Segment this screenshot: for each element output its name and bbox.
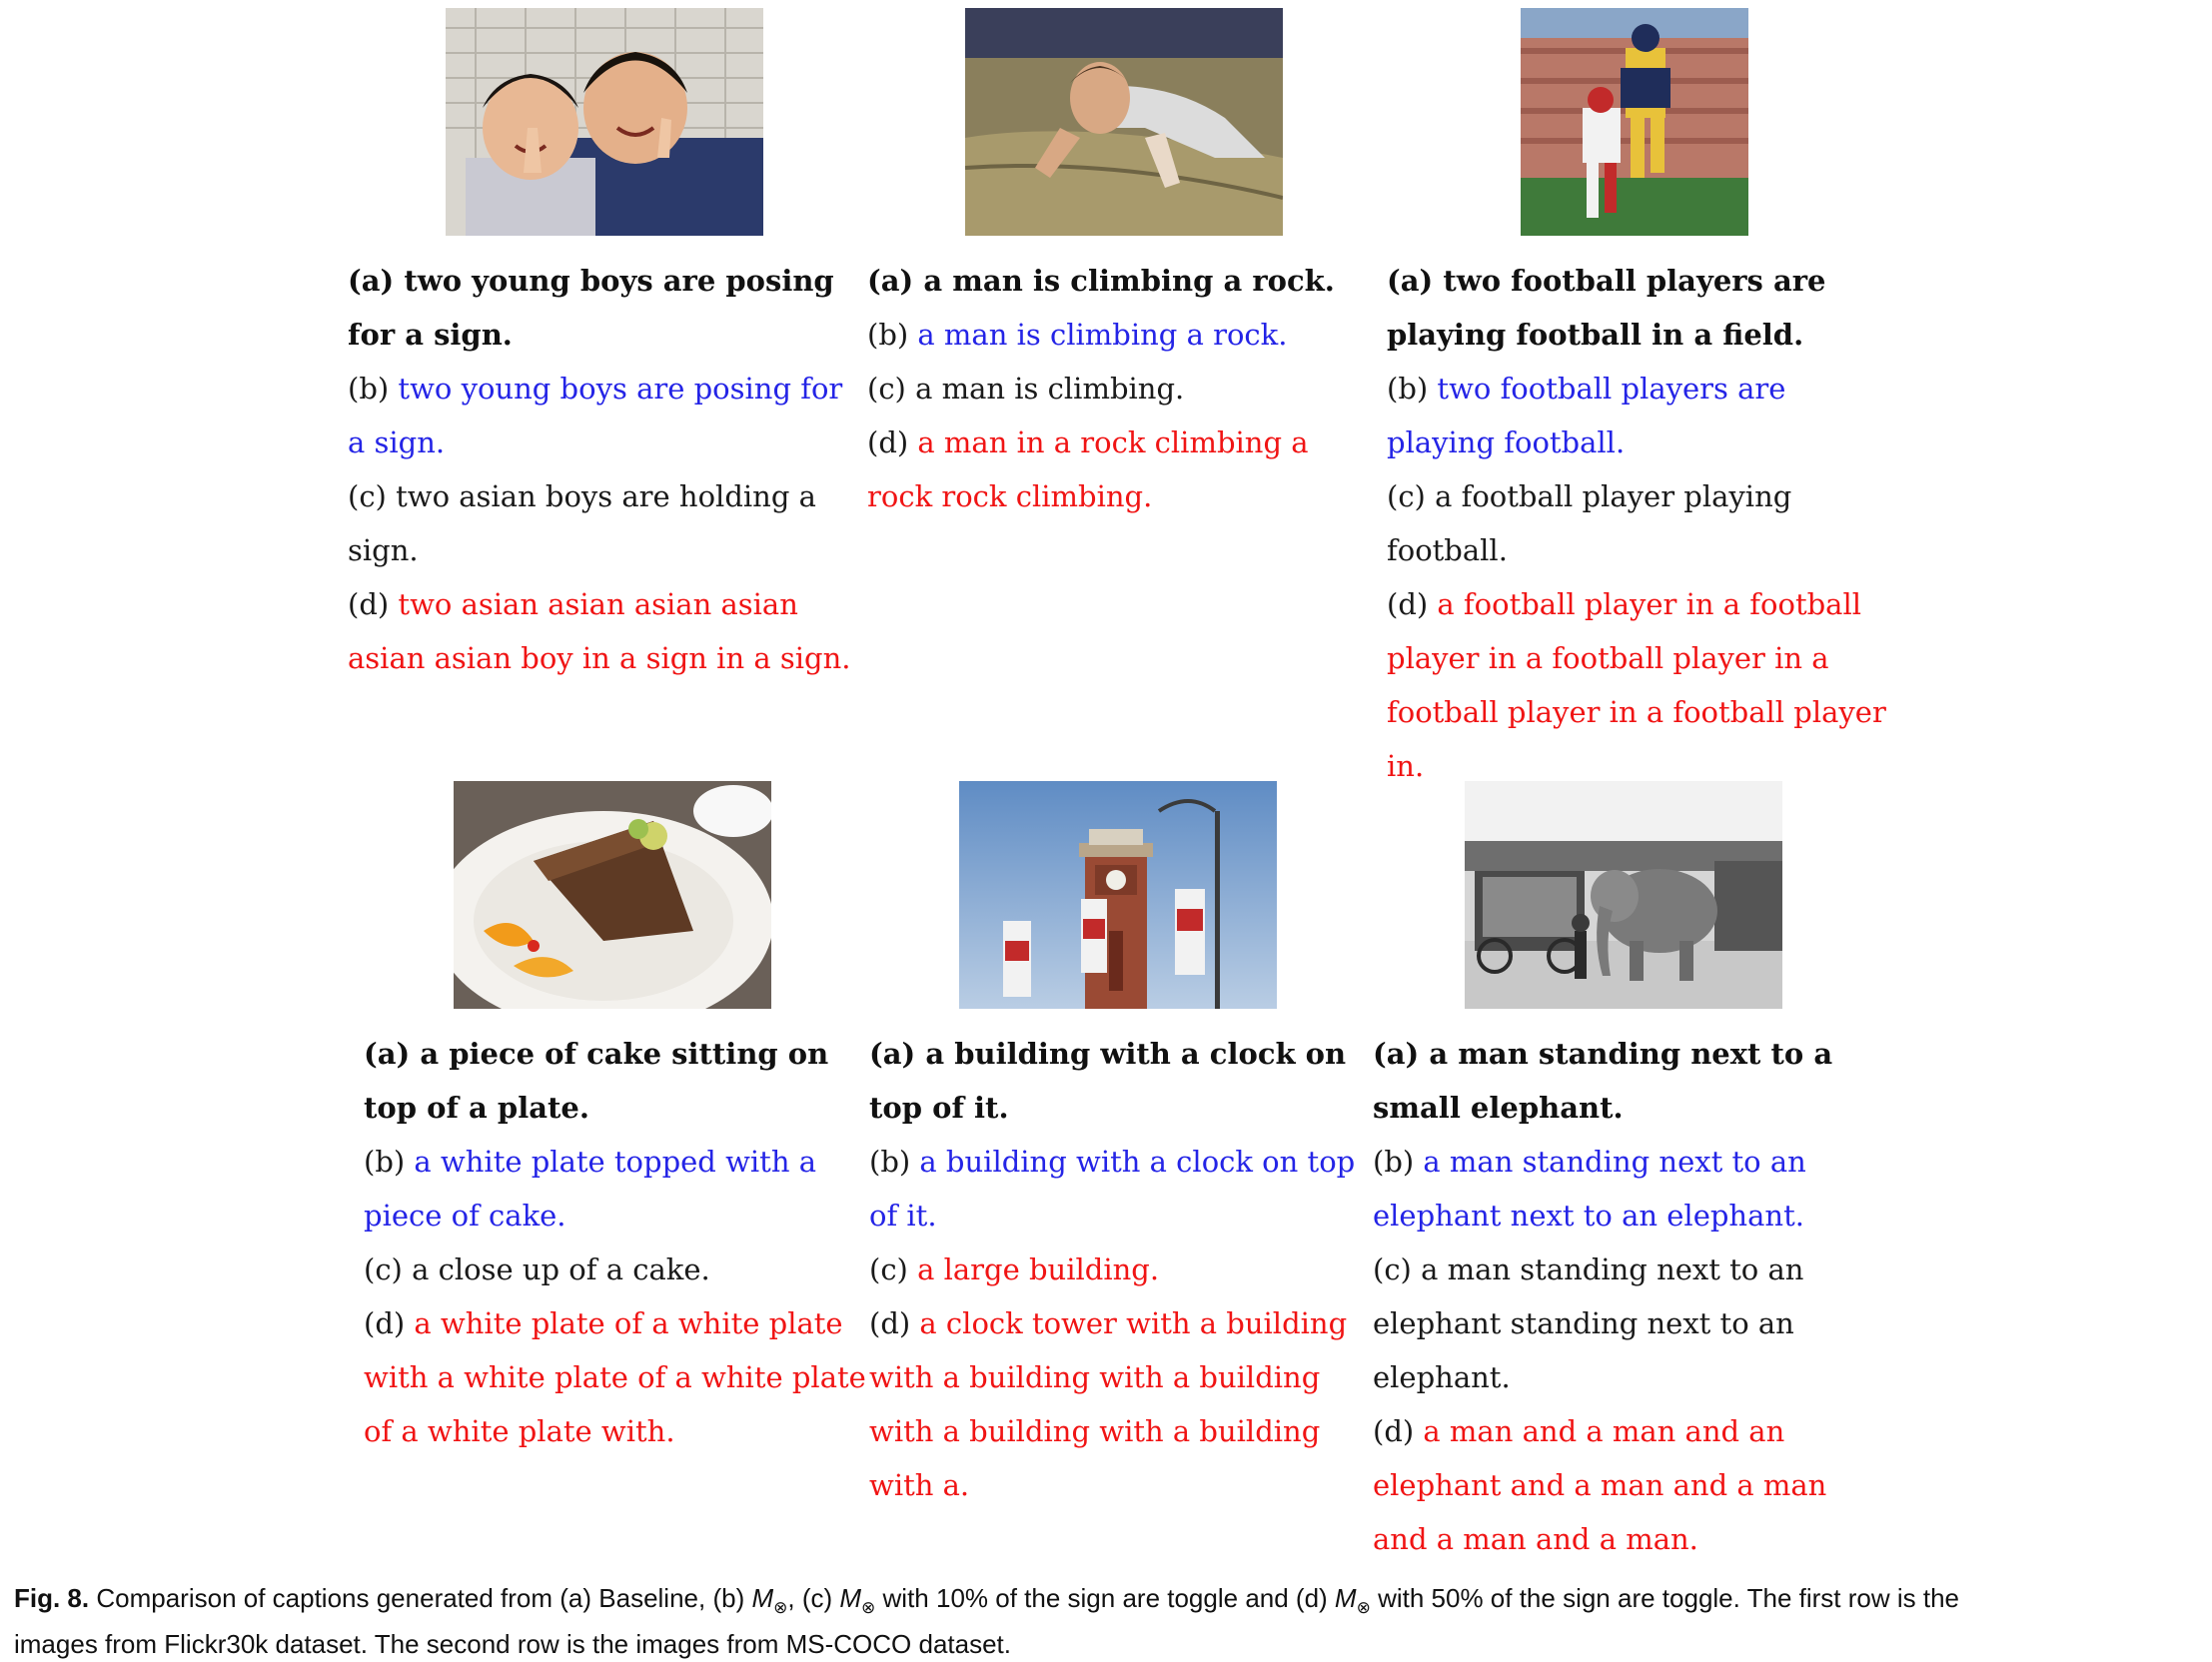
caption-text: two young boys are posing for a sign. [348, 372, 843, 459]
caption-text: a man standing next to an elephant standing next to an elephant. [1373, 1252, 1804, 1394]
caption-group-3 [1387, 254, 1886, 793]
caption-a: (a) a man is climbing a rock. [867, 264, 1335, 298]
caption-c [1373, 1243, 1872, 1404]
figure-caption: Fig. 8. Comparison of captions generated from (a) Baseline, (b) $M_\otimes$, (c) $M_\otimes$ with 10% of the sign are toggle and (d) $M_\otimes$ with 50% of the sign are toggle. The first row is the images from Flickr30k dataset. The second row is the images from MS-COCO dataset. [14, 1583, 1960, 1659]
figure-caption-text-5: images from Flickr30k dataset. The second row is the images from MS-COCO dataset. [14, 1629, 1011, 1659]
caption-label: (d) [1373, 1414, 1424, 1448]
figure-label: Fig. 8. [14, 1583, 90, 1613]
math-symbol-m: M [751, 1583, 774, 1613]
caption-d [348, 577, 867, 685]
caption-label: (b) [348, 372, 399, 406]
caption-label: (c) [348, 479, 397, 513]
caption-group-1 [348, 254, 867, 685]
caption-label: (d) [1387, 587, 1438, 621]
caption-label: (b) [364, 1145, 415, 1179]
caption-label: (b) [867, 318, 918, 352]
caption-group-5 [869, 1027, 1379, 1512]
caption-group-4 [364, 1027, 873, 1458]
caption-text: a man is climbing a rock. [917, 318, 1288, 352]
figure-caption-text-3: with 10% of the sign are toggle and (d) [882, 1583, 1335, 1613]
caption-d [869, 1296, 1379, 1512]
caption-text: two asian boys are holding a sign. [348, 479, 816, 567]
caption-c [867, 362, 1387, 416]
caption-d [1373, 1404, 1872, 1566]
caption-c [348, 469, 867, 577]
caption-c [1387, 469, 1886, 577]
caption-text: a building with a clock on top of it. [869, 1145, 1356, 1233]
caption-b [348, 362, 867, 469]
caption-b [1373, 1135, 1872, 1243]
caption-text: a large building. [917, 1252, 1160, 1286]
rock-climber-photo [965, 8, 1283, 236]
caption-text: a white plate topped with a piece of cake. [364, 1145, 817, 1233]
elephant-photo [1465, 781, 1782, 1009]
caption-label: (d) [364, 1306, 415, 1340]
caption-text: a football player playing football. [1387, 479, 1792, 567]
figure-caption-text-1: Comparison of captions generated from (a) Baseline, (b) [96, 1583, 752, 1613]
caption-label: (b) [1387, 372, 1438, 406]
caption-text: a football player in a football player in a football player in a football player in a football player in. [1387, 587, 1886, 783]
caption-group-2 [867, 254, 1387, 523]
caption-c [869, 1243, 1379, 1296]
caption-b [364, 1135, 873, 1243]
cake-plate-photo [454, 781, 771, 1009]
caption-d [1387, 577, 1886, 793]
caption-label: (d) [869, 1306, 920, 1340]
caption-label: (c) [869, 1252, 918, 1286]
caption-text: a man in a rock climbing a rock rock climbing. [867, 425, 1309, 513]
caption-label: (d) [348, 587, 399, 621]
caption-text: a man is climbing. [915, 372, 1185, 406]
math-subscript-otimes: ⊗ [773, 1598, 788, 1617]
clock-tower-photo [959, 781, 1277, 1009]
caption-label: (b) [1373, 1145, 1424, 1179]
caption-label: (c) [867, 372, 916, 406]
two-boys-photo [446, 8, 763, 236]
caption-text: two asian asian asian asian asian asian boy in a sign in a sign. [348, 587, 851, 675]
caption-d [867, 416, 1367, 523]
caption-label: (b) [869, 1145, 920, 1179]
caption-text: a man and a man and an elephant and a man and a man and a man and a man. [1373, 1414, 1827, 1556]
caption-text: a clock tower with a building with a building with a building with a building with a building with a. [869, 1306, 1348, 1502]
caption-label: (d) [867, 425, 918, 459]
caption-b [869, 1135, 1379, 1243]
caption-label: (c) [364, 1252, 413, 1286]
caption-b [1387, 362, 1886, 469]
caption-d [364, 1296, 873, 1458]
caption-a: (a) a man standing next to a small elephant. [1373, 1037, 1833, 1125]
caption-group-6 [1373, 1027, 1872, 1566]
caption-c [364, 1243, 873, 1296]
figure-caption-text-4: with 50% of the sign are toggle. The first row is the [1378, 1583, 1960, 1613]
caption-label: (c) [1387, 479, 1436, 513]
figure-caption-text-2: , (c) [787, 1583, 840, 1613]
caption-a: (a) two young boys are posing for a sign. [348, 264, 834, 352]
caption-a: (a) a piece of cake sitting on top of a plate. [364, 1037, 829, 1125]
caption-b [867, 308, 1387, 362]
caption-text: two football players are playing football. [1387, 372, 1786, 459]
caption-label: (c) [1373, 1252, 1422, 1286]
caption-a: (a) a building with a clock on top of it. [869, 1037, 1347, 1125]
caption-a: (a) two football players are playing football in a field. [1387, 264, 1826, 352]
football-players-photo [1521, 8, 1748, 236]
caption-text: a close up of a cake. [412, 1252, 710, 1286]
caption-text: a white plate of a white plate with a white plate of a white plate of a white plate with. [364, 1306, 866, 1448]
caption-text: a man standing next to an elephant next to an elephant. [1373, 1145, 1806, 1233]
